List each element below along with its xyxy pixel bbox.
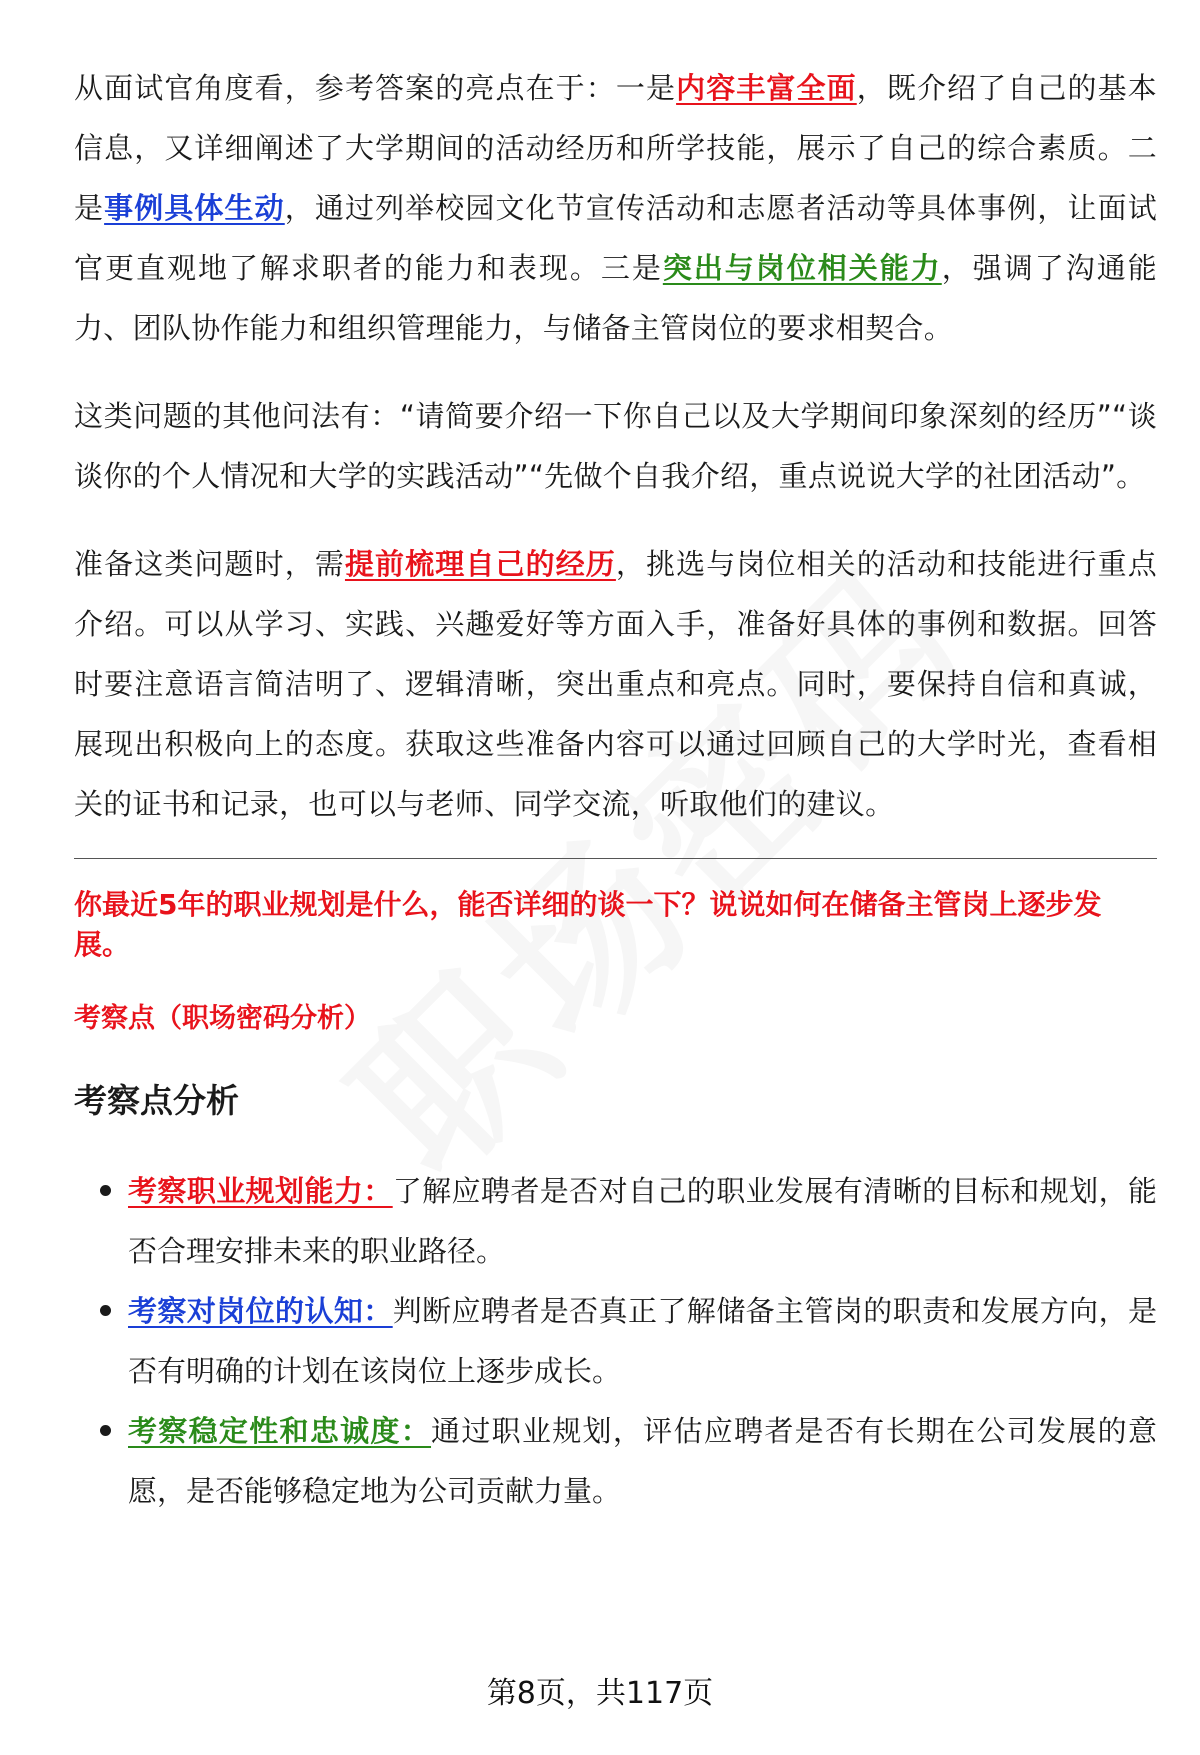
bullet-label: 考察职业规划能力： [128, 1174, 393, 1208]
bullet-text: 判断应聘者是否真正了解储备主管岗的职责和发展方向，是否有明确的计划在该岗位上逐步成长。 [128, 1294, 1157, 1388]
bullet-dot-icon [100, 1185, 111, 1196]
paragraph-alt-questions: 这类问题的其他问法有：“请简要介绍一下你自己以及大学期间印象深刻的经历”“谈谈你的个人情况和大学的实践活动”“先做个自我介绍，重点说说大学的社团活动”。 [74, 399, 1157, 493]
text: ，既介绍了自己的基本信息，又详细阐述了大学期间的活动经历和所学技能，展示了自己的综合素质。二是 [74, 71, 1157, 225]
bullet-label: 考察稳定性和忠诚度： [128, 1414, 432, 1448]
text: 从面试官角度看，参考答案的亮点在于：一是 [74, 71, 677, 105]
bullet-text: 了解应聘者是否对自己的职业发展有清晰的目标和规划，能否合理安排未来的职业路径。 [128, 1174, 1157, 1268]
text: 准备这类问题时，需 [74, 547, 345, 581]
section-title: 考察点分析 [74, 1081, 239, 1120]
bullet-label: 考察对岗位的认知： [128, 1294, 393, 1328]
bullet-text: 通过职业规划，评估应聘者是否有长期在公司发展的意愿，是否能够稳定地为公司贡献力量。 [128, 1414, 1157, 1508]
bullet-dot-icon [100, 1425, 111, 1436]
bullet-dot-icon [100, 1305, 111, 1316]
list-item [74, 1161, 1157, 1281]
paragraph-highlights [74, 58, 1157, 358]
page-number: 第8页，共117页 [486, 1676, 714, 1711]
highlight-rich-content: 内容丰富全面 [676, 71, 857, 105]
highlight-review-experience: 提前梳理自己的经历 [344, 547, 616, 581]
text: ，通过列举校园文化节宣传活动和志愿者活动等具体事例，让面试官更直观地了解求职者的能力和表现。三是 [74, 191, 1157, 285]
text: ，挑选与岗位相关的活动和技能进行重点介绍。可以从学习、实践、兴趣爱好等方面入手，准备好具体的事例和数据。回答时要注意语言简洁明了、逻辑清晰，突出重点和亮点。同时，要保持自信和真诚，展现出积极向上的态度。获取这些准备内容可以通过回顾自己的大学时光，查看相关的证书和记录，也可以与老师、同学交流，听取他们的建议。 [74, 547, 1157, 821]
list-item [74, 1281, 1157, 1401]
highlight-concrete-examples: 事例具体生动 [104, 191, 285, 225]
highlight-job-abilities: 突出与岗位相关能力 [662, 251, 942, 285]
list-item [74, 1401, 1157, 1521]
divider [74, 858, 1157, 859]
paragraph-preparation [74, 534, 1157, 834]
page-content [74, 58, 1157, 1521]
interview-question: 你最近5年的职业规划是什么，能否详细的谈一下？说说如何在储备主管岗上逐步发展。 [74, 888, 1102, 961]
subheading: 考察点（职场密码分析） [74, 1003, 371, 1034]
bullet-list [74, 1161, 1157, 1521]
text: ，强调了沟通能力、团队协作能力和组织管理能力，与储备主管岗位的要求相契合。 [74, 251, 1157, 345]
